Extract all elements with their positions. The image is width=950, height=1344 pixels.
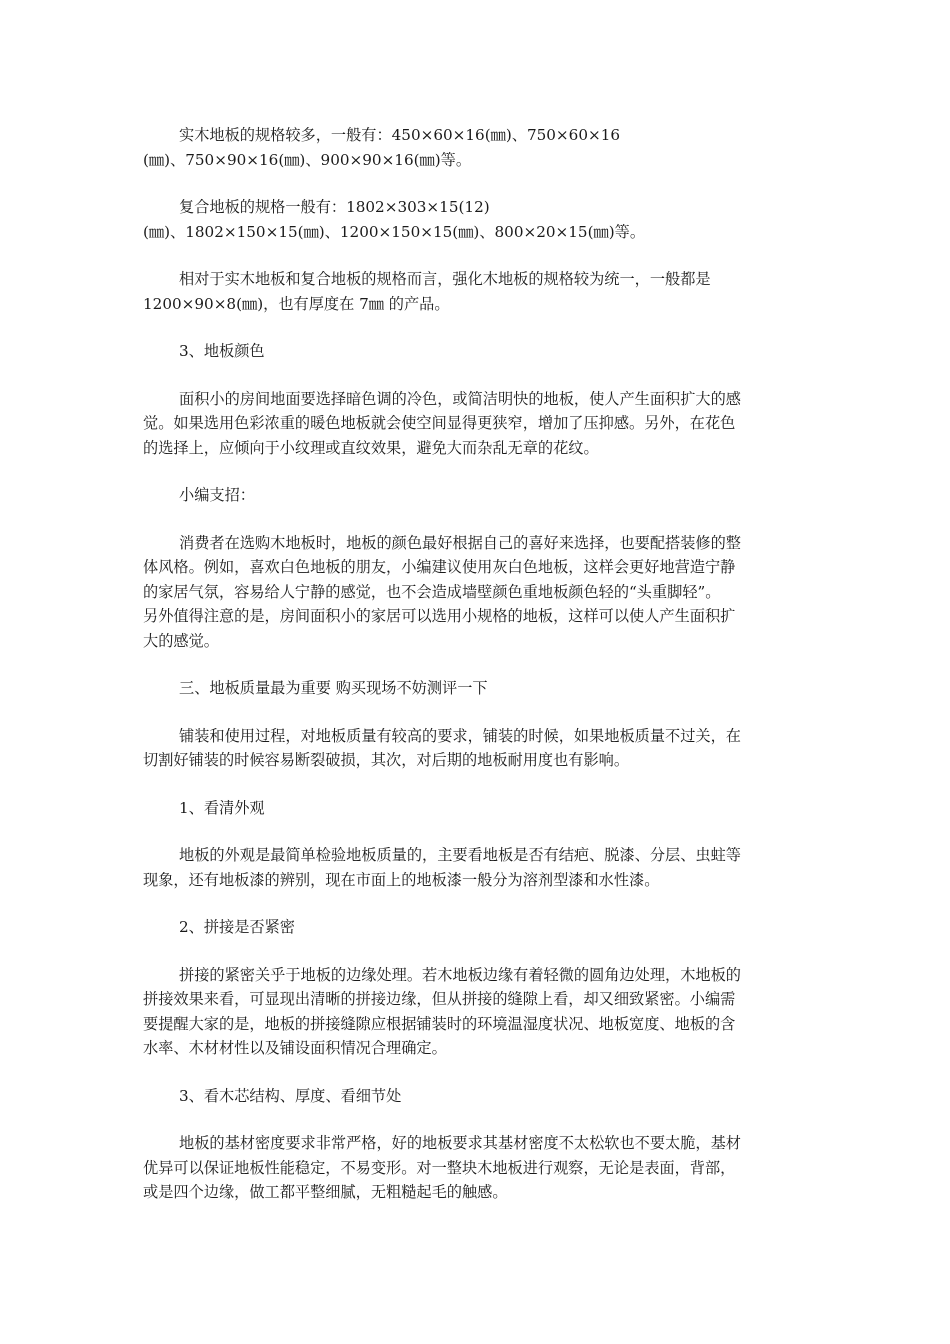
text-line: 大的感觉。 bbox=[143, 631, 219, 650]
paragraph-editor-tips bbox=[143, 531, 810, 654]
text-line: 地板的基材密度要求非常严格，好的地板要求其基材密度不太松软也不要太脆，基材 bbox=[179, 1134, 741, 1152]
text-line: 体风格。例如，喜欢白色地板的朋友，小编建议使用灰白色地板，这样会更好地营造宁静 bbox=[143, 558, 736, 576]
text-line: 实木地板的规格较多，一般有：450×60×16(㎜)、750×60×16 bbox=[179, 126, 621, 144]
text-line: 另外值得注意的是，房间面积小的家居可以选用小规格的地板，这样可以使人产生面积扩 bbox=[143, 607, 736, 625]
section-heading-quality: 三、地板质量最为重要 购买现场不妨测评一下 bbox=[179, 679, 488, 697]
text-line: 复合地板的规格一般有：1802×303×15(12) bbox=[179, 198, 490, 216]
text-line: 相对于实木地板和复合地板的规格而言，强化木地板的规格较为统一，一般都是 bbox=[179, 270, 711, 288]
text-line: (㎜)、1802×150×15(㎜)、1200×150×15(㎜)、800×20×15(㎜)等。 bbox=[143, 222, 646, 241]
text-line: 切割好铺装的时候容易断裂破损，其次，对后期的地板耐用度也有影响。 bbox=[143, 751, 629, 769]
section-heading-joints: 2、拼接是否紧密 bbox=[179, 918, 295, 936]
text-line: 现象，还有地板漆的辨别，现在市面上的地板漆一般分为溶剂型漆和水性漆。 bbox=[143, 870, 660, 889]
paragraph-core-structure bbox=[143, 1131, 810, 1205]
text-line: 水率、木材材性以及铺设面积情况合理确定。 bbox=[143, 1039, 447, 1057]
text-line: 地板的外观是最简单检验地板质量的，主要看地板是否有结疤、脱漆、分层、虫蛀等 bbox=[179, 846, 741, 864]
paragraph-joints bbox=[143, 963, 810, 1061]
section-heading-floor-color: 3、地板颜色 bbox=[179, 342, 265, 360]
text-line: 1200×90×8(㎜)，也有厚度在 7㎜ 的产品。 bbox=[143, 294, 450, 313]
paragraph-solid-wood-specs bbox=[143, 123, 810, 172]
section-heading-editor-tips: 小编支招： bbox=[179, 486, 255, 504]
text-line: 的家居气氛，容易给人宁静的感觉，也不会造成墙壁颜色重地板颜色轻的“头重脚轻”。 bbox=[143, 582, 721, 601]
section-heading-core-structure: 3、看木芯结构、厚度、看细节处 bbox=[179, 1086, 402, 1105]
text-line: 优异可以保证地板性能稳定，不易变形。对一整块木地板进行观察，无论是表面，背部， bbox=[143, 1158, 736, 1177]
text-line: 铺装和使用过程，对地板质量有较高的要求，铺装的时候，如果地板质量不过关，在 bbox=[179, 726, 741, 745]
text-line: 要提醒大家的是，地板的拼接缝隙应根据铺装时的环境温湿度状况、地板宽度、地板的含 bbox=[143, 1014, 736, 1033]
text-line: 消费者在选购木地板时，地板的颜色最好根据自己的喜好来选择，也要配搭装修的整 bbox=[179, 533, 741, 552]
paragraph-laminate-specs bbox=[143, 267, 810, 316]
text-line: 或是四个边缘，做工都平整细腻，无粗糙起毛的触感。 bbox=[143, 1183, 508, 1201]
text-line: 面积小的房间地面要选择暗色调的冷色，或简洁明快的地板，使人产生面积扩大的感 bbox=[179, 389, 741, 408]
paragraph-appearance bbox=[143, 843, 810, 892]
paragraph-floor-color bbox=[143, 387, 810, 461]
paragraph-quality bbox=[143, 724, 810, 773]
text-line: 拼接效果来看，可显现出清晰的拼接边缘，但从拼接的缝隙上看，却又细致紧密。小编需 bbox=[143, 990, 736, 1008]
paragraph-composite-specs bbox=[143, 195, 810, 244]
text-line: (㎜)、750×90×16(㎜)、900×90×16(㎜)等。 bbox=[143, 150, 472, 169]
text-line: 觉。如果选用色彩浓重的暖色地板就会使空间显得更狭窄，增加了压抑感。另外，在花色 bbox=[143, 414, 736, 432]
text-line: 拼接的紧密关乎于地板的边缘处理。若木地板边缘有着轻微的圆角边处理，木地板的 bbox=[179, 965, 741, 984]
text-line: 的选择上，应倾向于小纹理或直纹效果，避免大而杂乱无章的花纹。 bbox=[143, 438, 599, 457]
section-heading-appearance: 1、看清外观 bbox=[179, 798, 265, 817]
